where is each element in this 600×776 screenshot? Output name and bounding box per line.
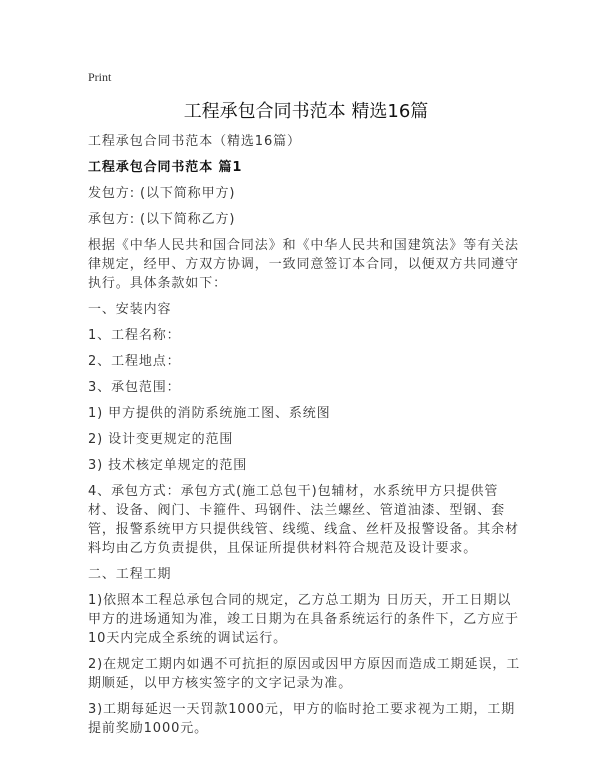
print-link[interactable]: Print: [88, 70, 112, 84]
paragraph: 1) 甲方提供的消防系统施工图、系统图: [88, 406, 331, 421]
paragraph: 承包方: (以下简称乙方): [88, 212, 236, 227]
paragraph: 根据《中华人民共和国合同法》和《中华人民共和国建筑法》等有关法律规定，经甲、方双方协调，一致同意签订本合同，以便双方共同遵守执行。具体条款如下：: [88, 238, 519, 291]
paragraph: 2) 设计变更规定的范围: [88, 432, 234, 447]
paragraph: 1)依照本工程总承包合同的规定，乙方总工期为 日历天，开工日期以甲方的进场通知为准，竣工日期为在具备系统运行的条件下，乙方应于10天内完成全系统的调试运行。: [88, 593, 519, 646]
paragraph: 3、承包范围：: [88, 380, 181, 395]
document-page: [88, 68, 524, 745]
paragraph: 一、安装内容: [88, 302, 172, 317]
section-heading: 工程承包合同书范本 篇1: [88, 160, 243, 175]
paragraph: 1、工程名称：: [88, 328, 181, 343]
paragraph: 3) 技术核定单规定的范围: [88, 458, 248, 473]
paragraph: 2)在规定工期内如遇不可抗拒的原因或因甲方原因而造成工期延误，工期顺延，以甲方核实签字的文字记录为准。: [88, 657, 521, 691]
paragraph: 2、工程地点：: [88, 354, 181, 369]
paragraph: 发包方: (以下简称甲方): [88, 186, 236, 201]
paragraph: 二、工程工期: [88, 567, 172, 582]
subtitle: 工程承包合同书范本（精选16篇）: [88, 134, 301, 149]
paragraph: 3)工期每延迟一天罚款1000元，甲方的临时抢工要求视为工期，工期提前奖励1000元。: [88, 702, 516, 736]
document-title: 工程承包合同书范本 精选16篇: [183, 101, 429, 122]
paragraph: 4、承包方式：承包方式(施工总包干)包辅材，水系统甲方只提供管材、设备、阀门、卡箍件、玛钢件、法兰螺丝、管道油漆、型钢、套管，报警系统甲方只提供线管、线缆、线盒、丝杆及报警设备。其余材料均由乙方负责提供，且保证所提供材料符合规范及设计要求。: [88, 484, 519, 556]
